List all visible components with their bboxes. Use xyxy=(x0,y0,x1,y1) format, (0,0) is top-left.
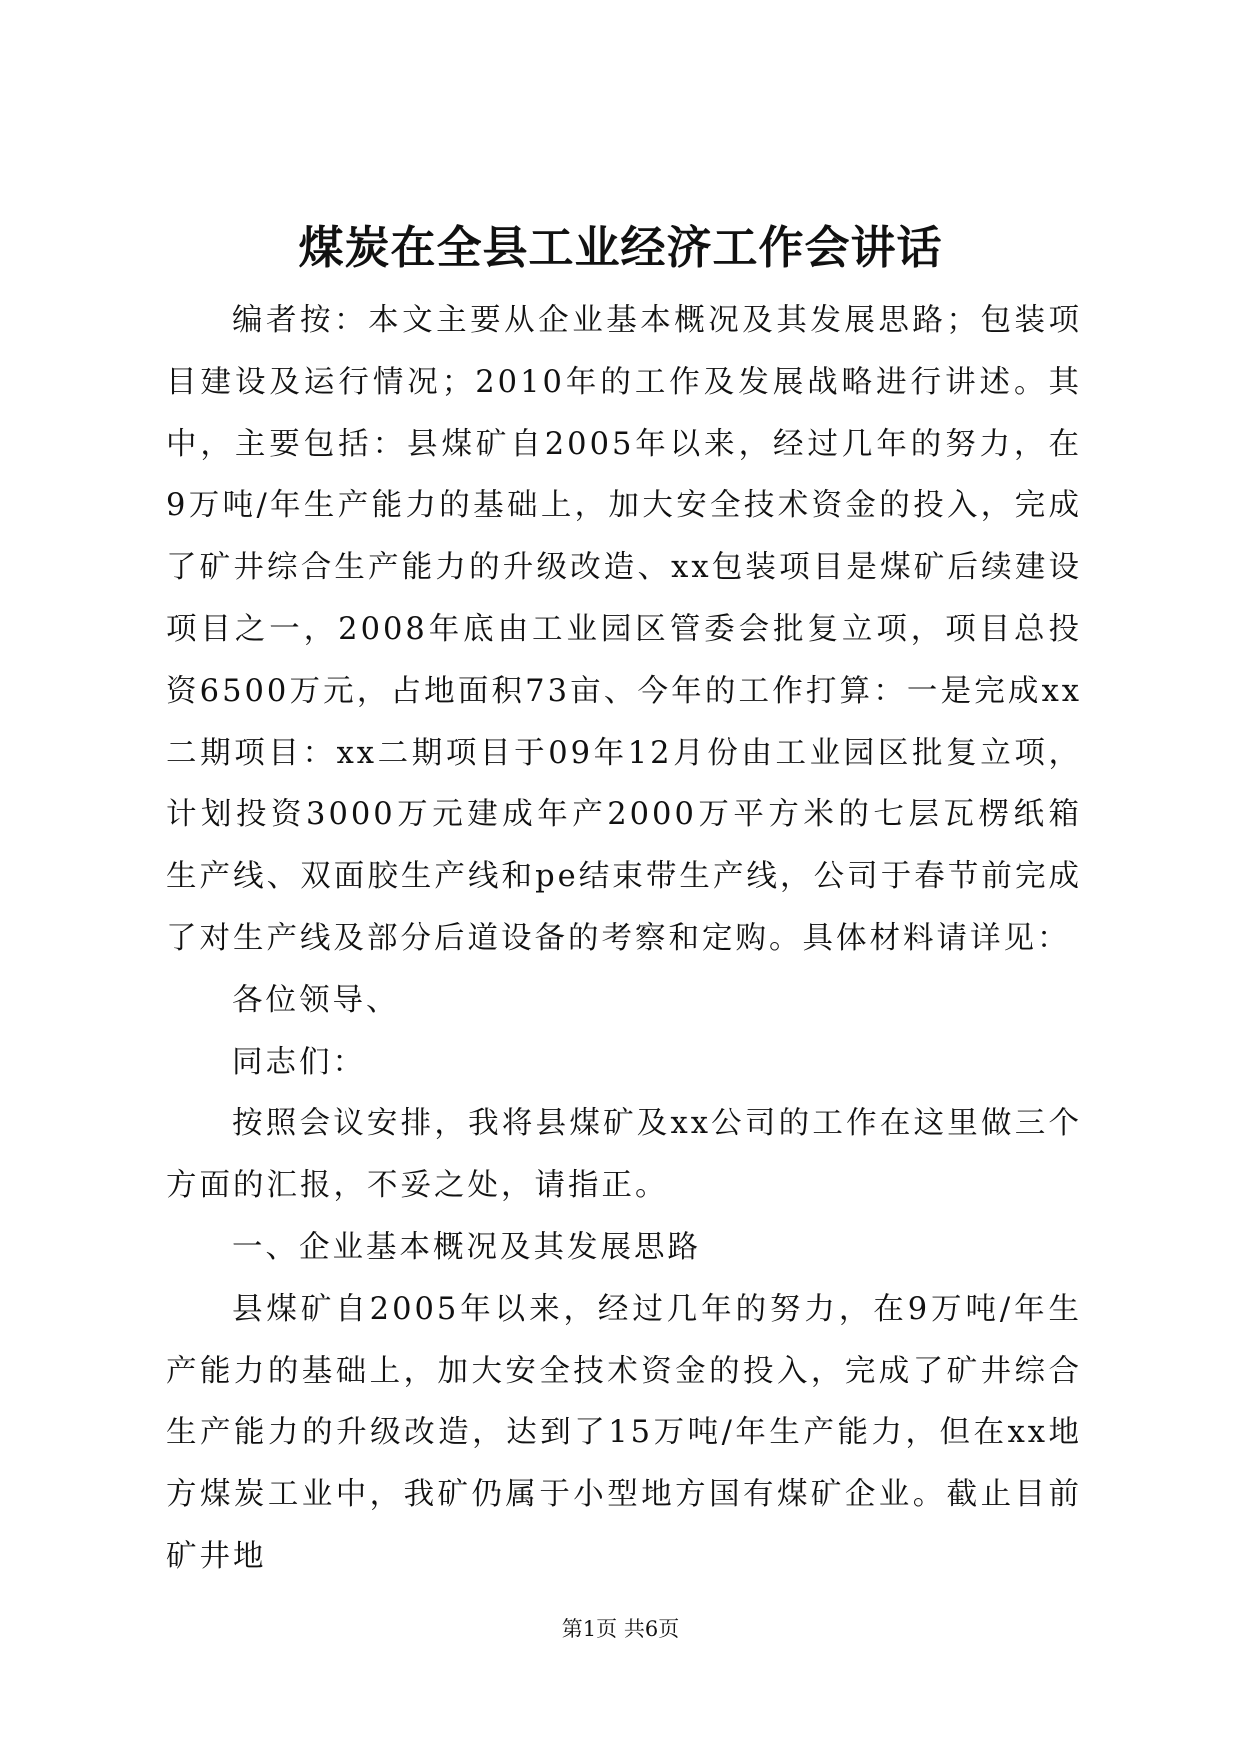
section-paragraph: 县煤矿自2005年以来，经过几年的努力，在9万吨/年生产能力的基础上，加大安全技术资金的投入，完成了矿井综合生产能力的升级改造，达到了15万吨/年生产能力，但在xx地方煤炭工业中，我矿仍属于小型地方国有煤矿企业。截止目前矿井地 xyxy=(166,1291,1082,1574)
salutation-leaders: 各位领导、 xyxy=(232,982,400,1018)
section-heading: 一、企业基本概况及其发展思路 xyxy=(232,1229,701,1265)
document-body xyxy=(166,290,1082,1588)
editor-note-paragraph: 编者按：本文主要从企业基本概况及其发展思路；包装项目建设及运行情况；2010年的工作及发展战略进行讲述。其中，主要包括：县煤矿自2005年以来，经过几年的努力，在9万吨/年生产能力的基础上，加大安全技术资金的投入，完成了矿井综合生产能力的升级改造、xx包装项目是煤矿后续建设项目之一，2008年底由工业园区管委会批复立项，项目总投资6500万元，占地面积73亩、今年的工作打算：一是完成xx二期项目：xx二期项目于09年12月份由工业园区批复立项，计划投资3000万元建成年产2000万平方米的七层瓦楞纸箱生产线、双面胶生产线和pe结束带生产线，公司于春节前完成了对生产线及部分后道设备的考察和定购。具体材料请详见： xyxy=(166,303,1082,956)
page-number-footer: 第1页 共6页 xyxy=(561,1617,680,1641)
salutation-comrades: 同志们： xyxy=(232,1044,366,1080)
intro-paragraph: 按照会议安排，我将县煤矿及xx公司的工作在这里做三个方面的汇报，不妥之处，请指正。 xyxy=(166,1106,1082,1204)
document-title: 煤炭在全县工业经济工作会讲话 xyxy=(298,221,943,274)
